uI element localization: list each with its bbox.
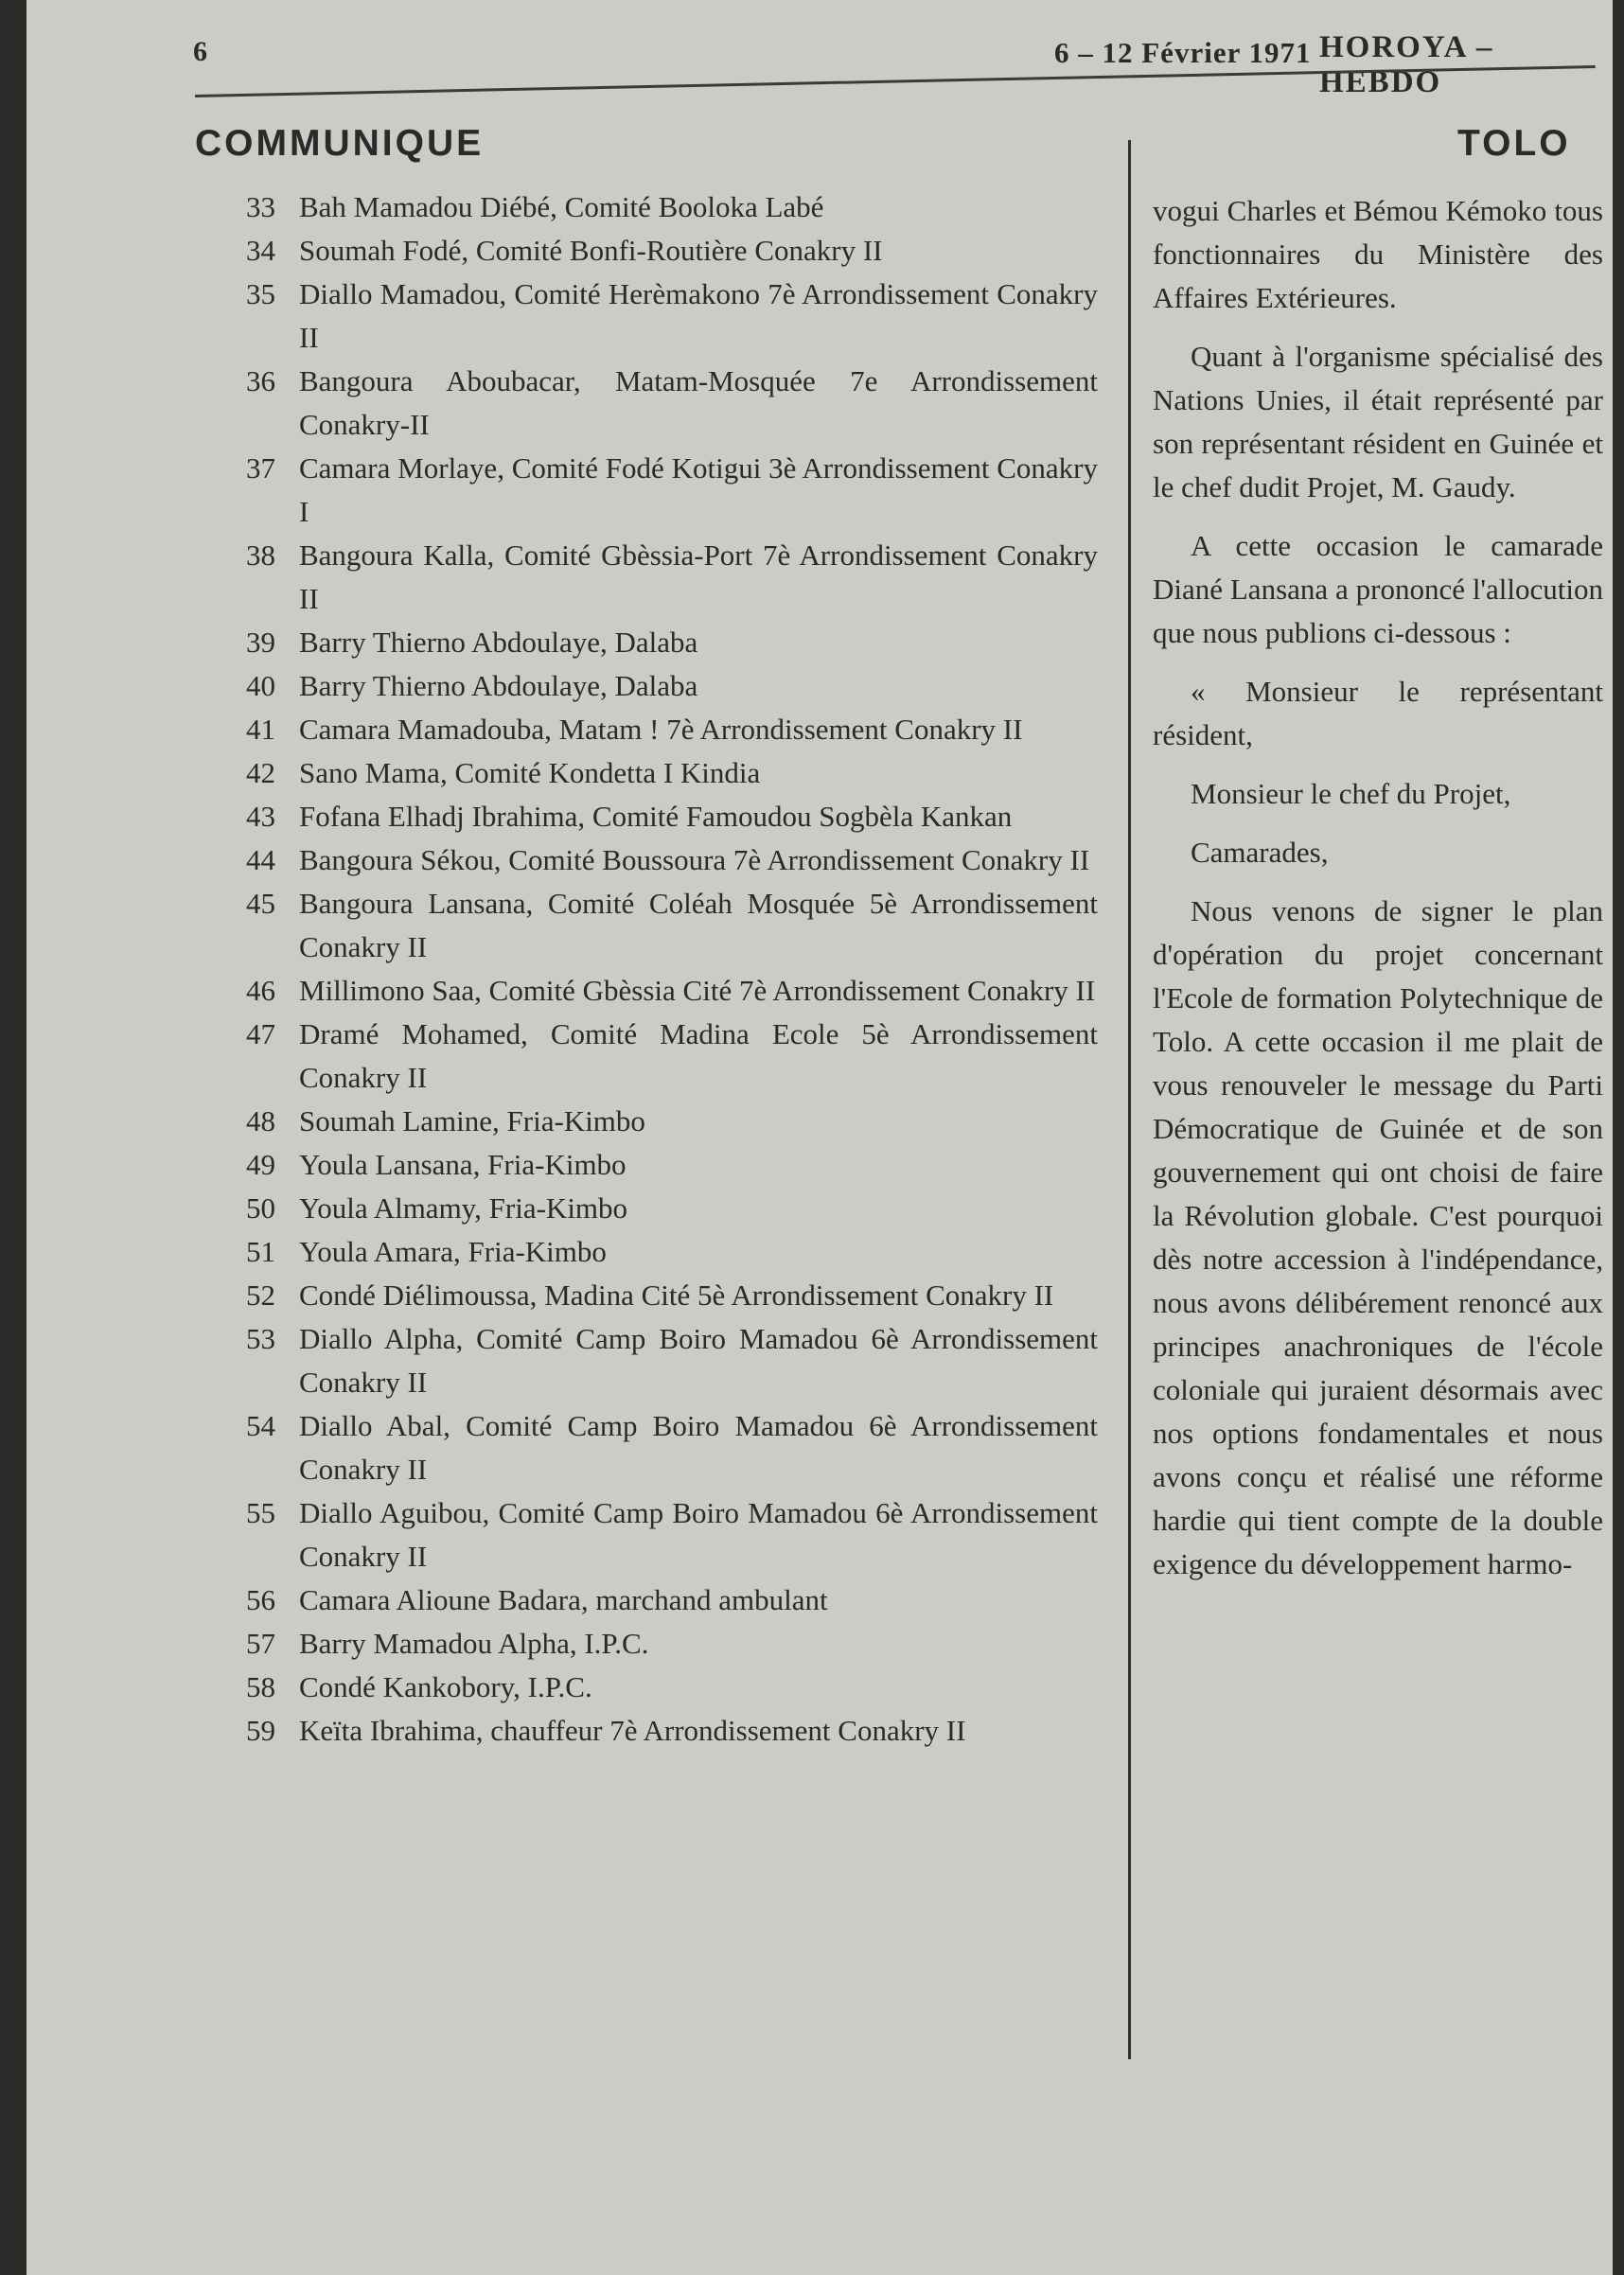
entry-text: Barry Mamadou Alpha, I.P.C. (299, 1627, 649, 1660)
entry-number: 35 (246, 277, 275, 310)
entry-text: Diallo Alpha, Comité Camp Boiro Mamadou 6è Arrondissement Conakry II (299, 1322, 1098, 1399)
entry-text: Youla Amara, Fria-Kimbo (299, 1235, 607, 1268)
entry-text: Soumah Fodé, Comité Bonfi-Routière Conakry II (299, 234, 883, 267)
list-item (246, 1709, 1098, 1753)
column-divider (1128, 140, 1131, 2059)
entry-number: 41 (246, 713, 275, 746)
list-item (246, 1317, 1098, 1404)
issue-date: 6 – 12 Février 1971 (1054, 36, 1312, 69)
entry-number: 43 (246, 800, 275, 833)
article-paragraph: Nous venons de signer le plan d'opération du projet concernant l'Ecole de formation Polytechnique de Tolo. A cette occasion il me plait de vous renouveler le message du Parti Démocratique de Guinée et de son gouvernement qui ont choisi de faire la Révolution globale. C'est pourquoi dès notre accession à l'indépendance, nous avons délibérement renoncé aux principes anachroniques de l'école coloniale qui juraient désormais avec nos options fondamentales et nous avons conçu et réalisé une réforme hardie qui tient compte de la double exigence du développement harmo- (1153, 894, 1603, 1580)
communique-title: COMMUNIQUE (195, 123, 485, 164)
entry-text: Soumah Lamine, Fria-Kimbo (299, 1104, 645, 1138)
entry-text: Bangoura Kalla, Comité Gbèssia-Port 7è Arrondissement Conakry II (299, 538, 1098, 615)
entry-number: 53 (246, 1322, 275, 1355)
entry-number: 56 (246, 1583, 275, 1616)
list-item (246, 795, 1098, 838)
article-paragraph: A cette occasion le camarade Diané Lansana a prononcé l'allocution que nous publions ci-dessous : (1153, 529, 1603, 649)
article-paragraph: Quant à l'organisme spécialisé des Nations Unies, il était représenté par son représentant résident en Guinée et le chef dudit Projet, M. Gaudy. (1153, 340, 1603, 503)
list-item (246, 1013, 1098, 1100)
list-item (246, 1187, 1098, 1230)
entry-number: 54 (246, 1409, 275, 1442)
entry-text: Fofana Elhadj Ibrahima, Comité Famoudou Sogbèla Kankan (299, 800, 1013, 833)
list-item (246, 1404, 1098, 1491)
entry-text: Youla Lansana, Fria-Kimbo (299, 1148, 627, 1181)
entry-text: Youla Almamy, Fria-Kimbo (299, 1191, 628, 1225)
list-item (246, 1274, 1098, 1317)
list-item (246, 838, 1098, 882)
entry-text: Dramé Mohamed, Comité Madina Ecole 5è Arrondissement Conakry II (299, 1017, 1098, 1094)
list-item (246, 273, 1098, 360)
publication-name: HOROYA – HEBDO (1319, 30, 1494, 99)
entry-number: 42 (246, 756, 275, 789)
entry-number: 37 (246, 451, 275, 485)
list-item (246, 1622, 1098, 1666)
list-item (246, 185, 1098, 229)
entry-number: 57 (246, 1627, 275, 1660)
list-item (246, 534, 1098, 621)
list-item (246, 1230, 1098, 1274)
entry-text: Diallo Abal, Comité Camp Boiro Mamadou 6è Arrondissement Conakry II (299, 1409, 1098, 1486)
list-item (246, 969, 1098, 1013)
list-item (246, 1666, 1098, 1709)
entry-text: Camara Morlaye, Comité Fodé Kotigui 3è Arrondissement Conakry I (299, 451, 1098, 528)
entry-number: 55 (246, 1496, 275, 1529)
article-paragraph: Monsieur le chef du Projet, (1191, 777, 1511, 810)
entry-text: Barry Thierno Abdoulaye, Dalaba (299, 669, 698, 702)
entry-text: Bangoura Sékou, Comité Boussoura 7è Arrondissement Conakry II (299, 843, 1090, 876)
entry-number: 49 (246, 1148, 275, 1181)
list-item (246, 621, 1098, 664)
entry-text: Keïta Ibrahima, chauffeur 7è Arrondissement Conakry II (299, 1714, 966, 1747)
list-item (246, 1578, 1098, 1622)
entry-number: 44 (246, 843, 275, 876)
entry-number: 34 (246, 234, 275, 267)
list-item (246, 1100, 1098, 1143)
list-item (246, 447, 1098, 534)
list-item (246, 1491, 1098, 1578)
entry-number: 40 (246, 669, 275, 702)
article-paragraph: « Monsieur le représentant résident, (1153, 675, 1603, 751)
entry-text: Bah Mamadou Diébé, Comité Booloka Labé (299, 190, 824, 223)
list-item (246, 751, 1098, 795)
entry-text: Sano Mama, Comité Kondetta I Kindia (299, 756, 761, 789)
list-item (246, 1143, 1098, 1187)
entry-number: 48 (246, 1104, 275, 1138)
entry-number: 45 (246, 887, 275, 920)
entry-number: 50 (246, 1191, 275, 1225)
entry-number: 33 (246, 190, 275, 223)
entry-number: 47 (246, 1017, 275, 1050)
entry-text: Bangoura Aboubacar, Matam-Mosquée 7e Arrondissement Conakry-II (299, 364, 1098, 441)
entry-text: Condé Kankobory, I.P.C. (299, 1670, 592, 1703)
entry-text: Camara Mamadouba, Matam ! 7è Arrondissement Conakry II (299, 713, 1023, 746)
list-item (246, 708, 1098, 751)
list-item (246, 360, 1098, 447)
entry-number: 39 (246, 626, 275, 659)
entry-text: Camara Alioune Badara, marchand ambulant (299, 1583, 828, 1616)
newspaper-page (26, 0, 1613, 2275)
entry-number: 52 (246, 1279, 275, 1312)
article-paragraph: vogui Charles et Bémou Kémoko tous fonctionnaires du Ministère des Affaires Extérieures. (1153, 194, 1603, 314)
entry-number: 38 (246, 538, 275, 572)
communique-list (246, 185, 1098, 1753)
entry-number: 46 (246, 974, 275, 1007)
entry-text: Millimono Saa, Comité Gbèssia Cité 7è Arrondissement Conakry II (299, 974, 1096, 1007)
page-number: 6 (193, 36, 207, 67)
entry-text: Barry Thierno Abdoulaye, Dalaba (299, 626, 698, 659)
list-item (246, 882, 1098, 969)
entry-text: Bangoura Lansana, Comité Coléah Mosquée 5è Arrondissement Conakry II (299, 887, 1098, 963)
list-item (246, 229, 1098, 273)
entry-text: Diallo Aguibou, Comité Camp Boiro Mamadou 6è Arrondissement Conakry II (299, 1496, 1098, 1573)
tolo-article (1153, 189, 1603, 1601)
entry-number: 51 (246, 1235, 275, 1268)
page-header (193, 26, 1603, 99)
entry-number: 59 (246, 1714, 275, 1747)
entry-number: 58 (246, 1670, 275, 1703)
entry-text: Condé Diélimoussa, Madina Cité 5è Arrondissement Conakry II (299, 1279, 1054, 1312)
entry-number: 36 (246, 364, 275, 397)
article-paragraph: Camarades, (1191, 836, 1329, 869)
tolo-title: TOLO (1457, 123, 1571, 164)
list-item (246, 664, 1098, 708)
entry-text: Diallo Mamadou, Comité Herèmakono 7è Arrondissement Conakry II (299, 277, 1098, 354)
